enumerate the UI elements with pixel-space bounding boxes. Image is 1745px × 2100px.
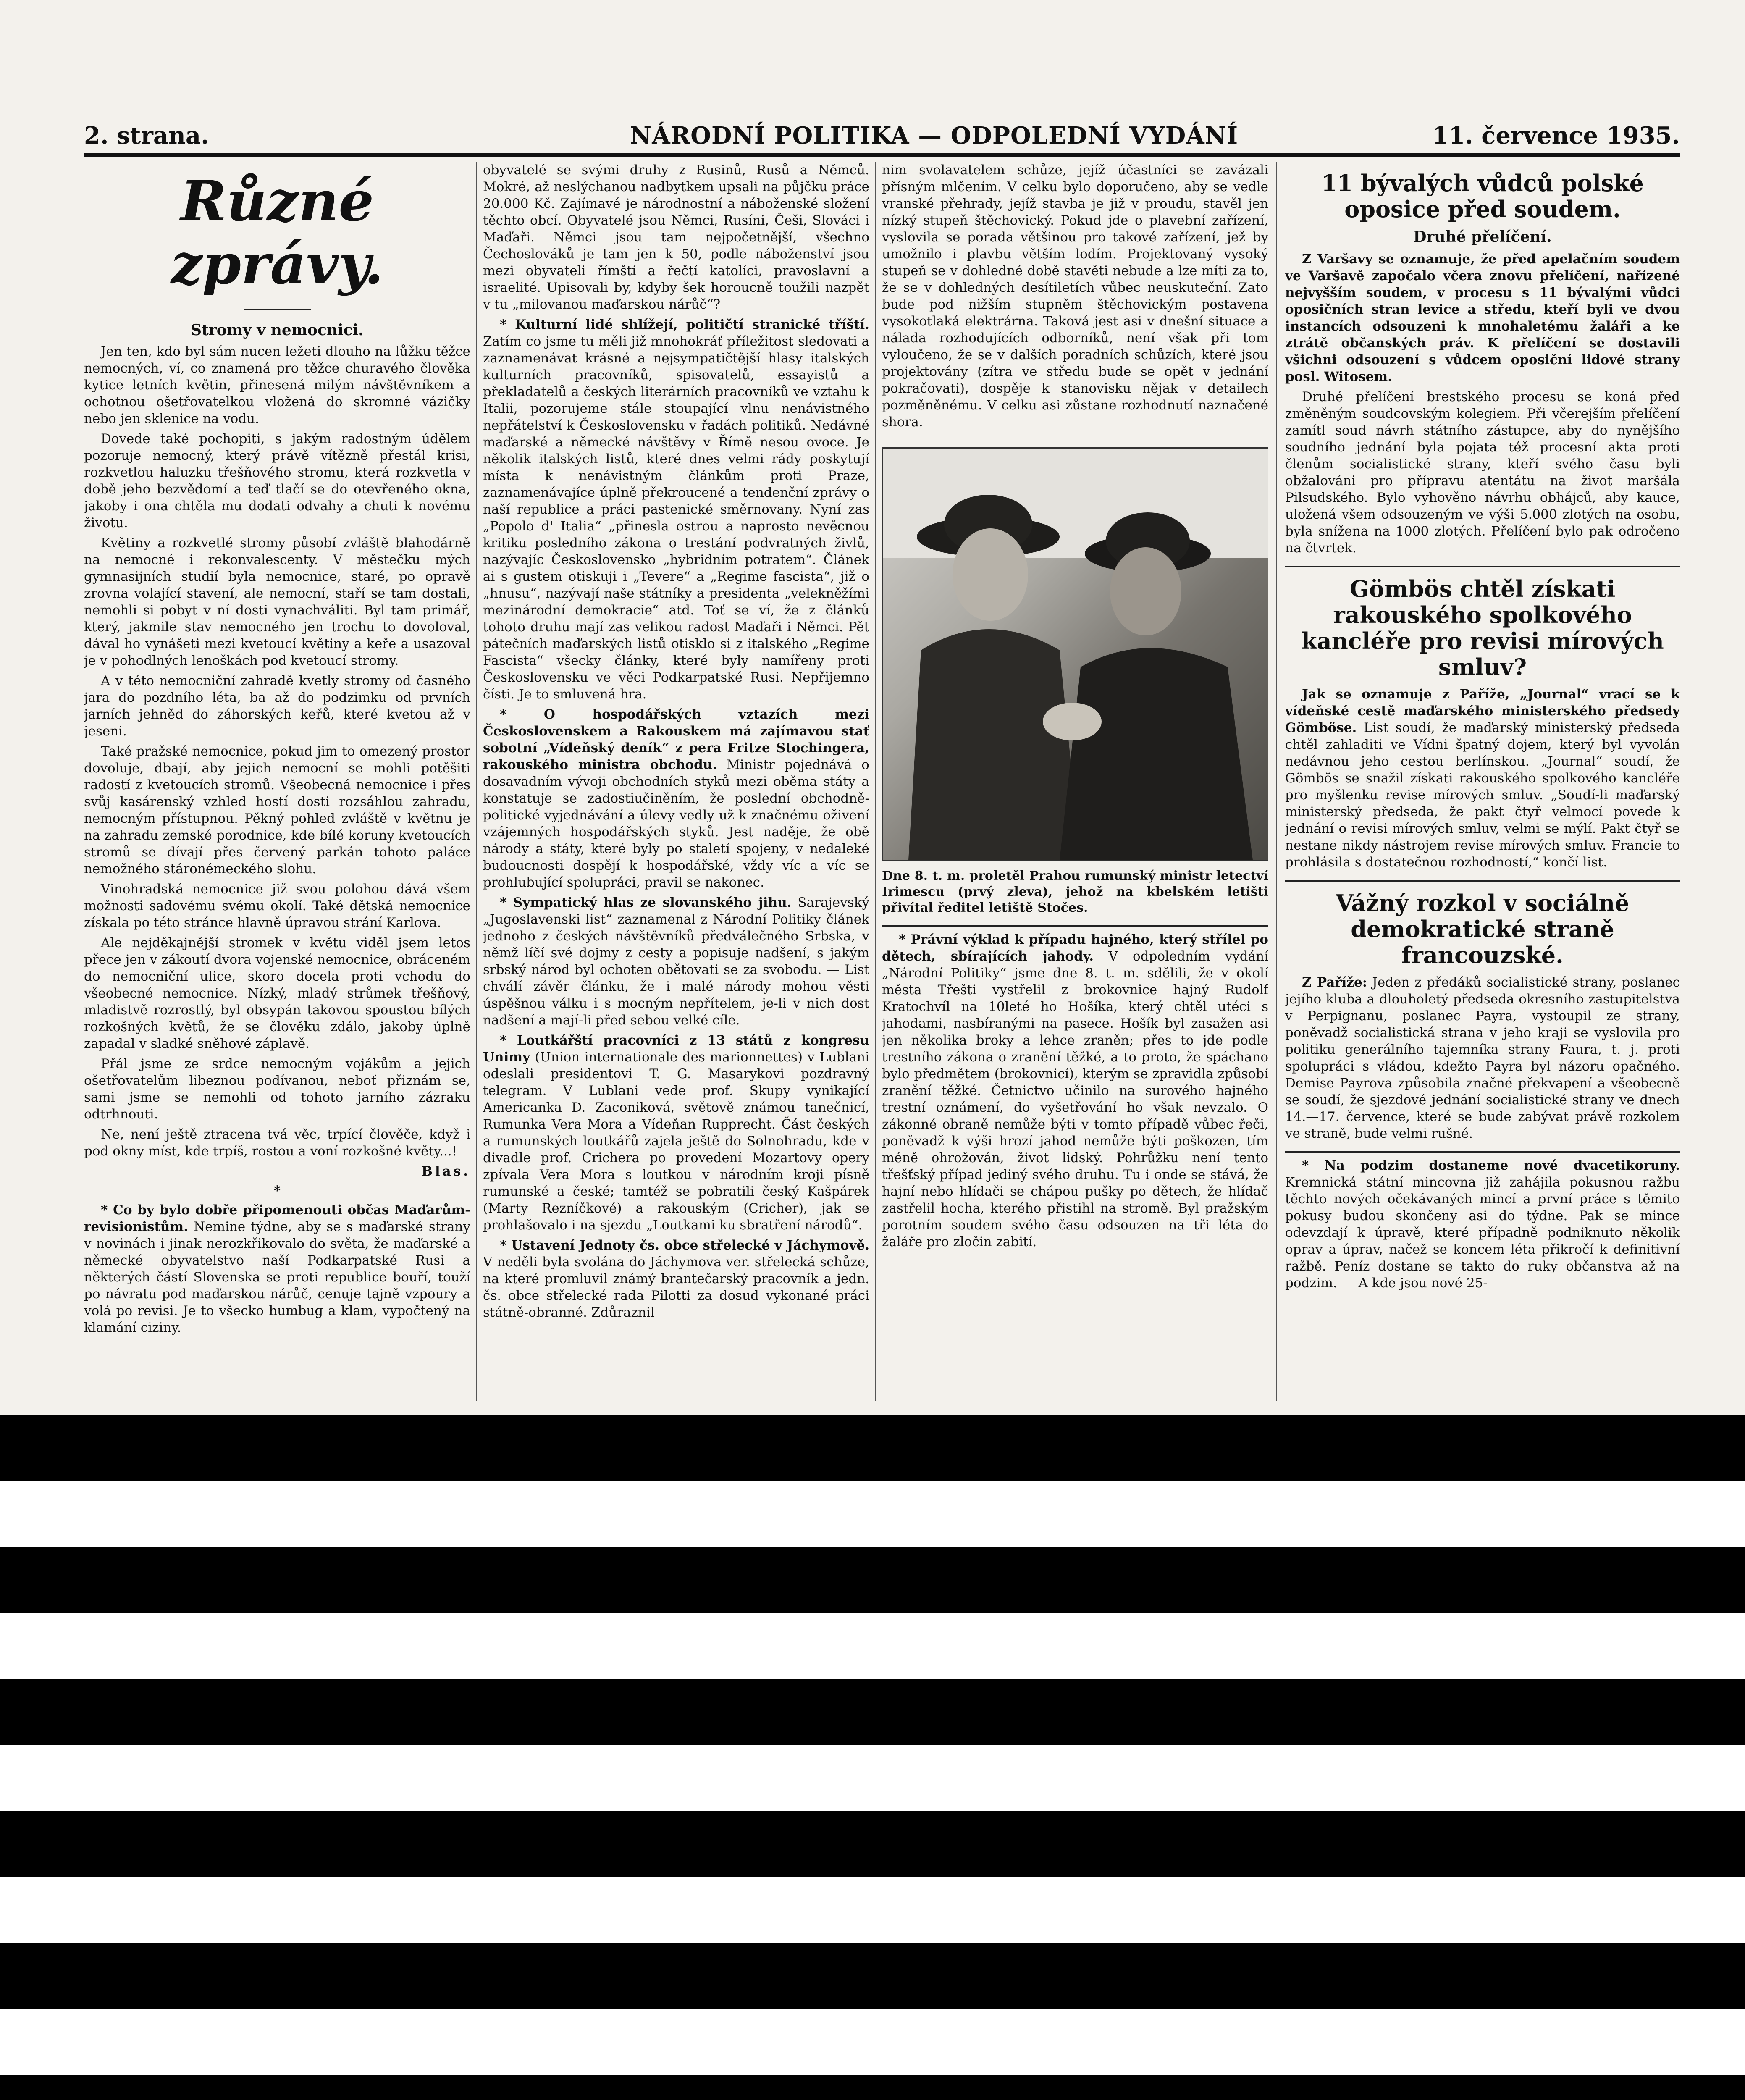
item-lead: * Kulturní lidé shlížejí, političtí stranické tříští. [500, 317, 869, 332]
article-lead: Jak se oznamuje z Paříže, „Journal“ vrací se k vídeňské cestě maďarského ministerského předsedy Gömböse. [1285, 687, 1680, 735]
column-2 [483, 162, 869, 1403]
column-4 [1285, 162, 1680, 1403]
article-title: Stromy v nemocnici. [191, 321, 364, 339]
article-subheadline: Druhé přelíčení. [1413, 228, 1552, 246]
paragraph: Jen ten, kdo byl sám nucen ležeti dlouho na lůžku těžce nemocných, ví, co znamená pro těžce churavého člověka kytice letních květin, přinesená milým návštěvníkem a ochotnou ošetřovatelkou vložená do skromné vázičky nebo jen sklenice na vodu. [84, 344, 470, 426]
paragraph: Ale nejděkajnější stromek v květu viděl jsem letos přece jen v zákoutí dvora vojenské nemocnice, obráceném do nemocniční ulice, skoro docela proti vchodu do všeobecné nemocnice. Nízký, mladý strůmek třešňový, mladistvě rozrostlý, byl obsypán takovou spoustou bílých rozkošných květů, že se člověku zdálo, jakoby úplně zapadal v sladké sněhové záplavě. [84, 935, 470, 1051]
item-lead: * Na podzim dostaneme nové dvacetikoruny. [1302, 1158, 1680, 1173]
item-text: Nemine týdne, aby se s maďarské strany v novinách i jinak nerozkřikovalo do světa, že maďarské a německé obyvatelstvo naší Podkarpatské Rusi a některých částí Slovenska se proti republice bouří, touží po návratu pod maďarskou nárůč, cenuje tajně vzpoury a volá po revisi. Je to všecko humbug a klam, vypočtený na klamání ciziny. [84, 1219, 470, 1335]
paragraph: Ne, není ještě ztracena tvá věc, trpící člověče, když i pod okny míst, kde trpíš, rostou a voní rozkošné květy...! [84, 1127, 470, 1159]
paragraph: Dovede také pochopiti, s jakým radostným údělem pozoruje nemocný, který právě vítězně přestál krisi, rozkvetlou haluzku třešňového stromu, která rozkvetla v době jeho bezvědomí a teď tlačí se do otevřeného okna, jakoby i ona chtěla mu dodati odvahy a chuti k novému životu. [84, 431, 470, 530]
item-text: (Union internationale des marionnettes) v Lublani odeslali presidentovi T. G. Masarykovi pozdravný telegram. V Lublani vede prof. Skupy vynikající Americanka D. Zaconiková, světově známou tanečnicí, Rumunka Vera Mora a Vídeňan Rupprecht. Část českých a rumunských loutkářů zajela ještě do Solnohradu, kde v divadle prof. Crichera po provedení Mozartovy opery zpívala Vera Mora s loutkou v národním kroji písně rumunské a české; tamtéž se pobratili český Kašpárek (Marty Rezníčkové) a rakouským (Cricher), jak se prohlašovalo i na sjezdu „Loutkami ku sbratření národů“. [483, 1050, 869, 1233]
paragraph: Jeden z předáků socialistické strany, poslanec jejího kluba a dlouholetý předseda okresního zastupitelstva v Perpignanu, poslanec Payra, vystoupil ze strany, poněvadž socialistická strana v jeho kraji se vyslovila pro politiku generálního tajemníka strany Faura, t. j. proti spolupráci s vládou, kdežto Payra byl názoru opačného. Demise Payrova způsobila značné překvapení a všeobecně se soudí, že sjezdové jednání socialistické strany ve dnech 14.—17. července, které se bude zabývat právě rozkolem ve straně, bude velmi rušné. [1285, 975, 1680, 1141]
section-title: Různé zprávy. [171, 169, 384, 297]
item-lead: * O hospodářských vztazích mezi Československem a Rakouskem má zajímavou stať sobotní „Vídeňský deník“ z pera Fritze Stochingera, rakouského ministra obchodu. [483, 707, 869, 772]
header-rule [84, 153, 1680, 157]
column-divider [875, 162, 876, 1401]
paragraph: A v této nemocniční zahradě kvetly stromy od časného jara do pozdního léta, ba až do podzimku od prvních jarních jehněd do záhorských keřů, které kvetou až v jeseni. [84, 673, 470, 739]
article-headline: Gömbös chtěl získati rakouského spolkového kancléře pro revisi mírových smluv? [1301, 575, 1664, 680]
article-lead: Z Paříže: [1302, 975, 1367, 990]
article-headline: Vážný rozkol v sociálně demokratické straně francouzské. [1336, 890, 1630, 969]
paragraph: Květiny a rozkvetlé stromy působí zvláště blahodárně na nemocné i rekonvalescenty. V městečku mých gymnasijních studií byla nemocnice, staré, po opravě zrovna volající stavení, ale nemocní, staří se tam dostali, nemohli si pobyt v ní dosti vynachváliti. Byl tam primář, který, jakmile stav nemocného jen trochu to dovoloval, dával ho vynášeti mezi kvetoucí květiny a keře a usazoval je v pohodlných lenoškách pod kvetoucí stromy. [84, 536, 470, 668]
scan-blank-stripes [0, 1415, 1745, 2100]
paragraph: Vinohradská nemocnice již svou polohou dává všem možnosti sadovému svému okolí. Také dětská nemocnice získala po této stránce hlavně úpravou strání Karlova. [84, 882, 470, 930]
page-header [84, 122, 1680, 155]
article-lead: Z Varšavy se oznamuje, že před apelačním soudem ve Varšavě započalo včera znovu přelíčení, nařízené nejvyšším soudem, v procesu s 11 bývalými vůdci oposičních stran levice a středu, kteří byli ve dvou instancích odsouzeni k mnohaletému žaláři a ke ztrátě občanských práv. K přelíčení se dostavili všichni odsouzení s vůdcem oposiční lidové strany posl. Witosem. [1285, 252, 1680, 384]
news-photo [882, 447, 1268, 861]
masthead: NÁRODNÍ POLITIKA — ODPOLEDNÍ VYDÁNÍ [630, 122, 1239, 150]
signature: Blas. [421, 1164, 470, 1179]
item-lead: * Sympatický hlas ze slovanského jihu. [500, 895, 792, 910]
paragraph: obyvatelé se svými druhy z Rusinů, Rusů a Němců. Mokré, až neslýchanou nadbytkem upsali na půjčku práce 20.000 Kč. Zajímavé je národnostní a náboženské složení těchto obcí. Obyvatelé jsou Němci, Rusíni, Češi, Slováci i Maďaři. Němci jsou tam nejpočetnější, všechno Čechoslováků je tam jen k 50, podle náboženství jsou mezi obyvateli římští a řečtí katolíci, pravoslavní a israelité. Upisovali by, kdyby šek horoucně toužili nazpět v tu „milovanou maďarskou nárůč“? [483, 163, 869, 312]
paragraph: nim svolavatelem schůze, jejíž účastníci se zavázali přísným mlčením. V celku bylo doporučeno, aby se vedle vranské přehrady, jejíž stavba je již v proudu, stavěl jen nízký stupeň štěchovický. Pokud jde o plavební zařízení, vyslovila se porada většinou pro takové zařízení, jež by umožnilo i plavbu větším lodím. Projektovaný vysoký stupeň se v dohledné době stavěti nebude a lze míti za to, že se v dohledných desítiletích vůbec neuskuteční. Zato bude pod nižším stupněm štěchovickým postavena vysokotlaká elektrárna. Taková jest asi v dnešní situace a nálada rozhodujících odborníků, není však při tom vyloučeno, že se v dalších poradních schůzích, které jsou projektovány (zítra ve středu bude se opět v jednání pokračovati), dospěje k stanovisku nějak v detailech pozměněnému. V celku asi zůstane rozhodnutí naznačené shora. [882, 163, 1268, 430]
article-rule [1285, 880, 1680, 882]
paragraph: Druhé přelíčení brestského procesu se koná před změněným soudcovským kolegiem. Při včerejším přelíčení zamítl soud návrh státního zástupce, aby do nynějšího soudního jednání byla pojata též procesní akta proti členům socialistické strany, kteří svého času byli obžalováni pro přípravu atentátu na život maršála Pilsudského. Bylo vyhověno návrhu obhájců, aby kauce, uložená všem odsouzeným ve výši 5.000 zlotých na osobu, byla snížena na 1000 zlotých. Přelíčení bylo pak odročeno na čtvrtek. [1285, 389, 1680, 556]
section-rule [244, 309, 311, 310]
article-headline: 11 bývalých vůdců polské oposice před soudem. [1321, 170, 1644, 223]
item-lead: * Ustavení Jednoty čs. obce střelecké v Jáchymově. [500, 1238, 869, 1253]
item-text: V odpoledním vydání „Národní Politiky“ jsme dne 8. t. m. sdělili, že v okolí města Třešti vystřelil z brokovnice hajný Rudolf Kratochvíl na 10leté ho Hošíka, který chtěl utéci s jahodami, nasbíranými na pasece. Hošík byl zasažen asi jen několika broky a lehce zraněn; přes to jde podle trestního zákona o zranění těžké, a to proto, že spáchano bylo předmětem (brokovnicí), kterým se zpravidla způsobí zranění těžké. Četnictvo učinilo na surového hajného trestní oznámení, do vyšetřování ho však nevzalo. O zákonné obraně nemůže býti v tomto případě vůbec řeči, poněvadž k výši hrozí jahod nemůže býti poškozen, tím méně ohrožován, život lidský. Pohrůžku není tento třešťský případ jediný svého druhu. Tu i onde se stává, že hajní nebo hlídači se chápou pušky po dětech, že hlídač zastřelil hocha, kterého přistihl na stromě. Byl pražským porotním soudem svého času odsouzen na tři léta do žaláře pro zločin zabití. [882, 949, 1268, 1250]
item-lead: * Co by bylo dobře připomenouti občas Maďarům-revisionistům. [84, 1202, 470, 1234]
column-divider [476, 162, 477, 1401]
article-rule [1285, 1151, 1680, 1153]
article-rule [882, 925, 1268, 927]
item-text: Kremnická státní mincovna již zahájila pokusnou ražbu těchto nových očekávaných mincí a první práce s těmito pokusy budou skončeny asi do týdne. Pak se mince odevzdají k úpravě, které případně podniknuto několik oprav a úprav, načež se koncem léta přikročí k definitivní ražbě. Peníz dostane se takto do ruky občanstva až na podzim. — A kde jsou nové 25- [1285, 1175, 1680, 1291]
column-3 [882, 162, 1268, 1403]
article-rule [1285, 566, 1680, 567]
photo-figures [883, 449, 1268, 860]
photo-caption: Dne 8. t. m. proletěl Prahou rumunský ministr letectví Irimescu (prvý zleva), jehož na kbelském letišti přivítal ředitel letiště Stočes. [882, 869, 1268, 915]
separator-star: * [273, 1183, 281, 1198]
item-text: Sarajevský „Jugoslavenski list“ zaznamenal z Národní Politiky článek jednoho z českých návštěvníků předválečného Srbska, v němž líčí své dojmy z cesty a popisuje nadšení, s jakým srbský národ byl ochoten obětovati se za svobodu. — List chválí závěr článku, že i malé národy mohou věsti úspěšnou válku i s mocným nepřítelem, je-li v nich dost nadšení a mají-li před sebou velké cíle. [483, 895, 869, 1028]
paragraph: Také pražské nemocnice, pokud jim to omezený prostor dovoluje, dbají, aby jejich nemocní se mohli potěšiti radostí z kvetoucích stromů. Všeobecná nemocnice i přes svůj kasárenský vzhled hostí dosti rozsáhlou zahradu, nemocným přístupnou. Pěkný pohled zvláště v květnu je na zahradu zemské porodnice, kde bílé koruny kvetoucích stromů se dívají přes červený parkán tohoto paláce nemožného stáronémeckého slohu. [84, 744, 470, 877]
item-lead: * Loutkářští pracovníci z 13 států z kongresu Unimy [483, 1033, 869, 1065]
paragraph: List soudí, že maďarský ministerský předseda chtěl zahladiti ve Vídni špatný dojem, který byl vyvolán nedávnou jeho cestou berlínskou. „Journal“ soudí, že Gömbös se snažil získati rakouského spolkového kancléře pro myšlenku revise mírových smluv. „Soudí-li maďarský ministerský předseda, že pakt čtyř velmocí povede k jednání o revisi mírových smluv, velmi se mýlí. Pakt čtyř se nestane nikdy nástrojem revise mírových smluv. Francie to prohlásila s dostatečnou rozhodností,“ končí list. [1285, 720, 1680, 870]
column-1 [84, 162, 470, 1403]
page-number: 2. strana. [84, 122, 209, 150]
item-text: Zatím co jsme tu měli již mnohokráť příležitost sledovati a zaznamenávat krásné a nejsympatičtější hlasy italských kulturních pracovníků, spisovatelů, essayistů a překladatelů a českých literárních pracovníků ve vztahu k Italii, pozorujeme stále stoupající vlnu nenávistného nepřátelství k Československu v řadách politiků. Nedávné maďarské a německé návštěvy v Římě nesou ovoce. Je několik italských listů, které dnes velmi rády poskytují místa k nenávistným článkům proti Praze, zaznamenávajíce úplně překroucené a tendenční zprávy o naší republice a práci pastenické směrnovany. Nyní zas „Popolo d' Italia“ „přinesla ostrou a naprosto nevěcnou kritiku posledního zákona o trestání podvratných živlů, nazývajíc Československo „hybridním potratem“. Článek ai s gustem otiskuji i „Tevere“ a „Regime fascista“, již o „hnusu“, nazývají naše státníky a presidenta „velekněžími mezinárodní demokracie“ atd. Toť se ví, že z článků tohoto druhu mají zas velikou radost Maďaři i Němci. Pět pátečních maďarských listů otisklo si z italského „Regime Fascista“ všecky články, které byly namířeny proti Československu ve věci Podkarpatské Rusi. Nepřijemno čísti. Je to smluvená hra. [483, 334, 869, 702]
column-divider [1276, 162, 1277, 1401]
item-lead: * Právní výklad k případu hajného, který střílel po dětech, sbírajících jahody. [882, 932, 1268, 964]
item-text: V neděli byla svolána do Jáchymova ver. střelecká schůze, na které promluvil známý brantečarský pracovník a jedn. čs. obce střelecké rada Pilotti za dosud vykonané práci státně-obranné. Zdůraznil [483, 1255, 869, 1320]
item-text: Ministr pojednává o dosavadním vývoji obchodních styků mezi oběma státy a konstatuje se zadostiučiněním, že poslední obchodně-politické vyjednávání a úlevy vedly už k značnému oživení vzájemných hospodářských styků. Jest naděje, že obě národy a státy, které byly po staletí spojeny, v nedaleké budoucnosti dospějí k hospodářské, vždy víc a víc se prohlubující spolupráci, pravil se nakonec. [483, 757, 869, 890]
issue-date: 11. července 1935. [1432, 122, 1680, 150]
paragraph: Přál jsme ze srdce nemocným vojákům a jejich ošetřovatelům libeznou podívanou, neboť přiznám se, sami jsme se nemohli od tohoto jarního zázraku odtrhnouti. [84, 1056, 470, 1122]
